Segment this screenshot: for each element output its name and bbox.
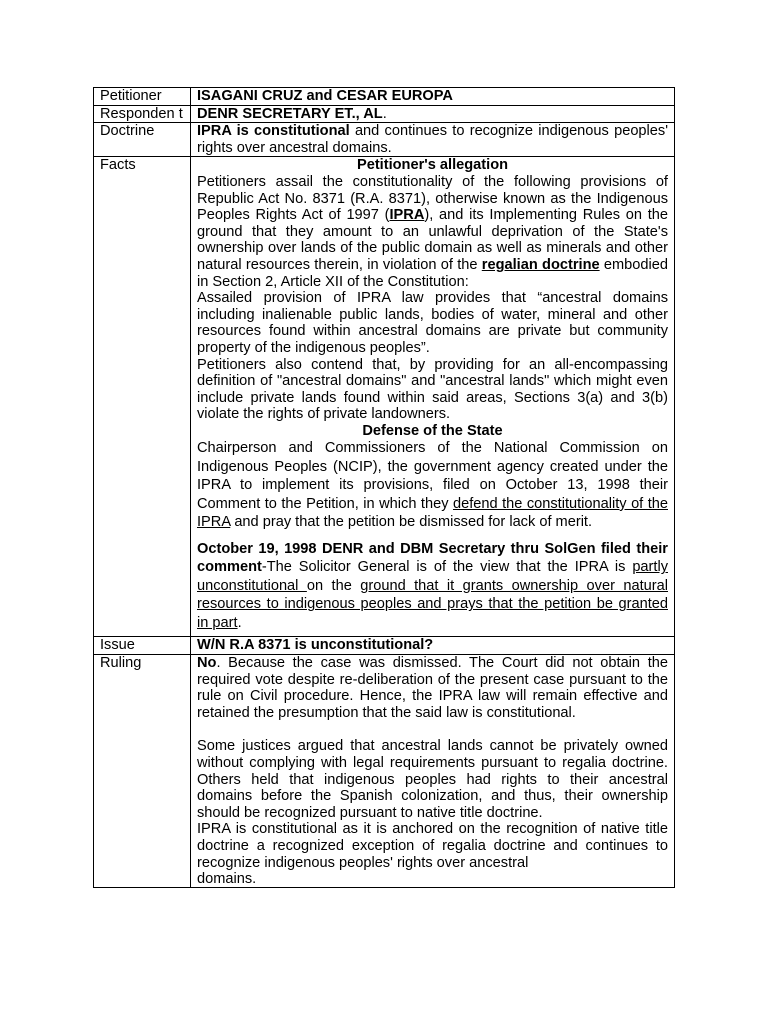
issue-value: W/N R.A 8371 is unconstitutional?	[191, 637, 675, 655]
petitioner-allegation-heading: Petitioner's allegation	[356, 157, 509, 174]
petitioner-value: ISAGANI CRUZ and CESAR EUROPA	[191, 88, 675, 106]
solgen-comment-heading: October 19, 1998 DENR and DBM Secretary thru SolGen filed their comment	[197, 540, 668, 576]
ruling-para-2: Some justices argued that ancestral lands cannot be privately owned without complying with legal requirements pursuant to regalia doctrine. Others held that indigenous peoples had rights to their ancestral domains before the Spanish colonization, and thus, their ownership should be recognized pursuant to native title doctrine.	[197, 738, 668, 821]
label-facts: Facts	[94, 157, 191, 637]
doctrine-tail: and continues to recognize indigenous peoples' rights over ancestral domains.	[197, 123, 668, 156]
defend-constitutionality-text: defend the constitutionality of the IPRA	[197, 495, 668, 531]
row-petitioner	[94, 88, 675, 106]
row-respondent	[94, 105, 675, 123]
facts-para-2: Assailed provision of IPRA law provides that “ancestral domains including inalienable public lands, bodies of water, mineral and other resources found within ancestral domains are private but community property of the indigenous peoples”.	[197, 290, 668, 356]
ruling-para-3-cutoff: domains.	[197, 871, 257, 888]
label-doctrine: Doctrine	[94, 123, 191, 157]
row-ruling	[94, 655, 675, 888]
facts-para-5: October 19, 1998 DENR and DBM Secretary thru SolGen filed their comment-The Solicitor General is of the view that the IPRA is partly unconstitutional on the ground that it grants ownership over natural resources to indigenous peoples and prays that the petition be granted in part.	[197, 540, 668, 631]
label-respondent: Responden t	[94, 105, 191, 123]
partly-unconstitutional-text: partly unconstitutional	[197, 559, 668, 594]
ruling-para-1: No. Because the case was dismissed. The Court did not obtain the required vote despite re-deliberation of the present case pursuant to the rule on Civil procedure. Hence, the IPRA law will remain effective and retained the presumption that the said law is constitutional.	[197, 655, 668, 721]
label-ruling: Ruling	[94, 655, 191, 888]
defense-heading: Defense of the State	[362, 422, 503, 439]
respondent-value	[191, 105, 675, 123]
label-issue: Issue	[94, 637, 191, 655]
doctrine-bold: IPRA is constitutional	[197, 123, 350, 140]
doctrine-value	[191, 123, 675, 157]
respondent-tail: .	[382, 105, 387, 122]
row-facts	[94, 157, 675, 637]
ruling-answer: No	[197, 655, 217, 672]
facts-para-4: Chairperson and Commissioners of the National Commission on Indigenous Peoples (NCIP), the government agency created under the IPRA to implement its provisions, filed on October 13, 1998 their Comment to the Petition, in which they defend the constitutionality of the IPRA and pray that the petition be dismissed for lack of merit.	[197, 440, 668, 531]
ruling-value	[191, 655, 675, 888]
ipra-term: IPRA	[389, 207, 425, 224]
facts-value	[191, 157, 675, 637]
facts-para-3: Petitioners also contend that, by providing for an all-encompassing definition of "ancestral domains" and "ancestral lands" which might even include private lands found within said areas, Sections 3(a) and 3(b) violate the rights of private landowners.	[197, 356, 668, 423]
row-doctrine	[94, 123, 675, 157]
respondent-name: DENR SECRETARY ET., AL	[197, 105, 383, 122]
ownership-ground-text: ground that it grants ownership over natural resources to indigenous peoples and prays that the petition be granted in part	[197, 577, 668, 631]
label-petitioner: Petitioner	[94, 88, 191, 106]
case-digest-table	[93, 87, 675, 888]
row-issue	[94, 637, 675, 655]
facts-para-1: Petitioners assail the constitutionality of the following provisions of Republic Act No. 8371 (R.A. 8371), otherwise known as the Indigenous Peoples Rights Act of 1997 (IPRA), and its Implementing Rules on the ground that they amount to an unlawful deprivation of the State's ownership over lands of the public domain as well as minerals and other natural resources therein, in violation of the regalian doctrine embodied in Section 2, Article XII of the Constitution:	[197, 173, 669, 290]
ruling-para-3: IPRA is constitutional as it is anchored on the recognition of native title doctrine a recognized exception of regalia doctrine and continues to recognize indigenous peoples' rights over ancestral	[197, 821, 668, 871]
regalian-term: regalian doctrine	[481, 256, 600, 273]
